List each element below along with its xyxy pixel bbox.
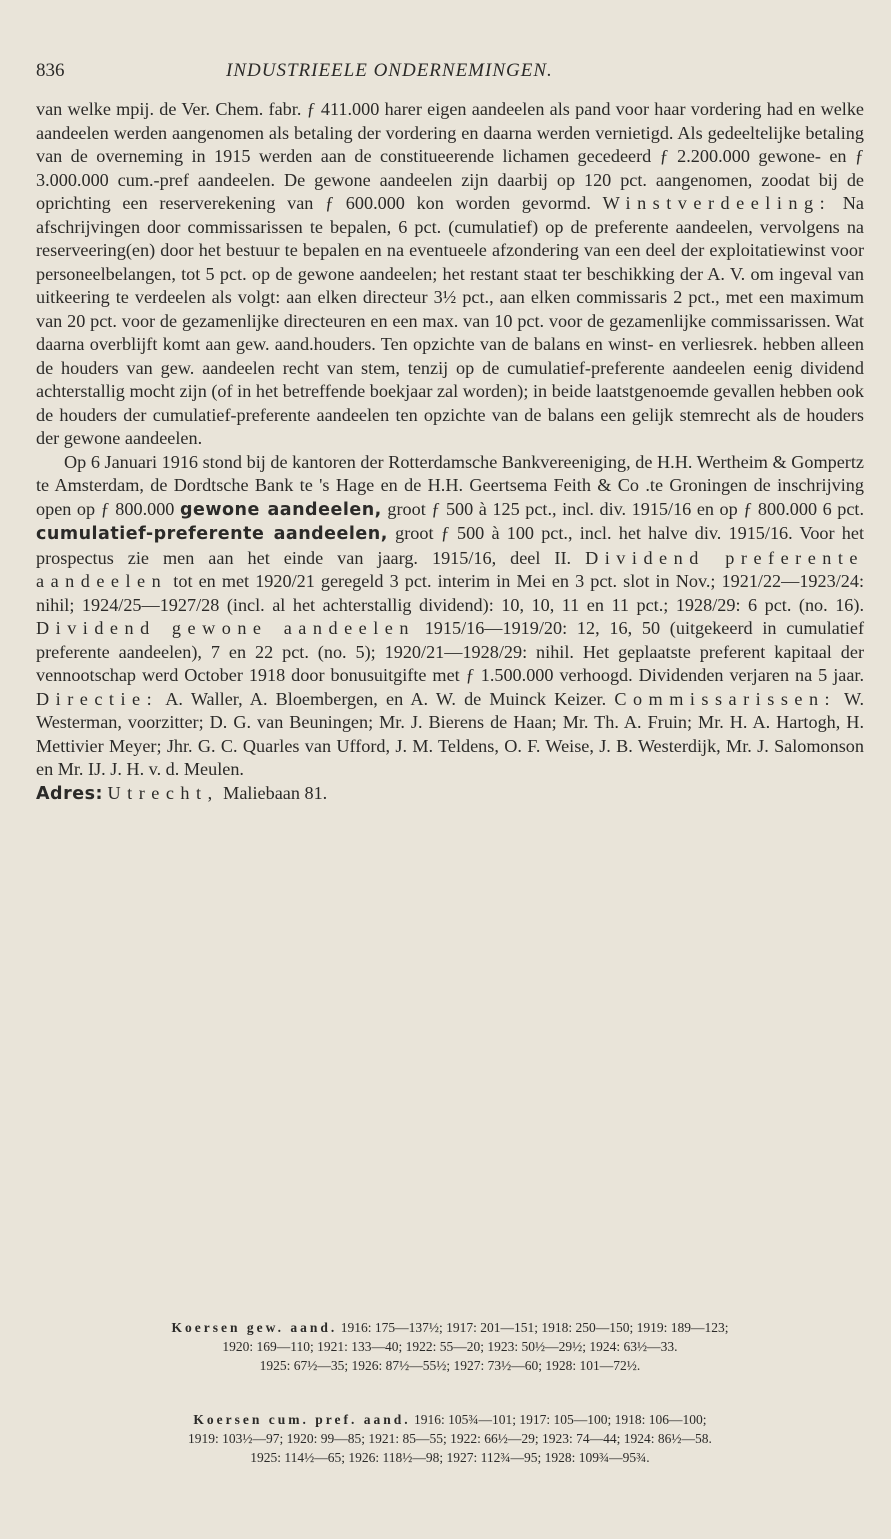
quotes-preferente [36, 1410, 864, 1467]
label-commissarissen: Commissarissen: [614, 688, 837, 709]
quotes-preferente-values2: 1919: 103½—97; 1920: 99—85; 1921: 85—55; 1922: 66½—29; 1923: 74—44; 1924: 86½—58. [188, 1431, 712, 1446]
body-text [36, 98, 864, 806]
text-dividend-preferente: tot en met 1920/21 geregeld 3 pct. interim in Mei en 3 pct. slot in Nov.; 1921/22—1923/24: nihil; 1924/25—1927/28 (incl. al het achterstallig dividend): 10, 10, 11 en 11 pct.; 1928/29: 6 pct. (no. 16). [36, 571, 865, 615]
label-directie: Directie: [36, 688, 159, 709]
quotes-preferente-values3: 1925: 114½—65; 1926: 118½—98; 1927: 112¾—95; 1928: 109¾—95¾. [250, 1450, 650, 1465]
adres-city: Utrecht, [107, 782, 219, 803]
quotes-gewone-values3: 1925: 67½—35; 1926: 87½—55½; 1927: 73½—60; 1928: 101—72½. [259, 1358, 641, 1373]
paragraph-issue-and-dividend [36, 451, 864, 807]
text-directie: A. Waller, A. Bloembergen, en A. W. de Muinck Keizer. [165, 688, 607, 709]
adres-street: Maliebaan 81. [223, 782, 328, 803]
quotes-gewone [36, 1318, 864, 1375]
label-cumulatief-preferente: cumulatief-preferente aandeelen, [36, 524, 388, 544]
label-dividend-gewone: Dividend gewone aandeelen [36, 618, 415, 638]
text-dividend-gewone: 1915/16—1919/20: 12, 16, 50 (uitgekeerd in cumulatief preferente aandeelen), 7 en 22 pct. (no. 5); 1920/21—1928/29: nihil. Het geplaatste preferent kapitaal der vennootschap werd October 1918 door bonusuitgifte met ƒ 1.500.000 verhoogd. Dividenden verjaren na 5 jaar. [36, 618, 864, 685]
text-gewone-terms: groot ƒ 500 à 125 pct., incl. div. 1915/16 en op ƒ 800.000 6 pct. [387, 498, 865, 519]
quotes-gewone-line1 [36, 1318, 864, 1337]
page-header [36, 60, 856, 86]
paragraph-winstverdeeling [36, 98, 864, 451]
label-gewone-aandeelen: gewone aandeelen, [179, 499, 382, 520]
quotes-preferente-values1: 1916: 105¾—101; 1917: 105—100; 1918: 106—100; [414, 1412, 707, 1427]
text-prospectus: groot ƒ 500 à 100 pct., incl. het halve div. 1915/16. Voor het prospectus zie men aan het einde van jaarg. 1915/16, deel II. [36, 523, 865, 568]
label-winstverdeeling: Winstverdeeling: [602, 193, 832, 213]
text-issue-intro: Op 6 Januari 1916 stond bij de kantoren der Rotterdamsche Bankvereeniging, de H.H. Wertheim & Gompertz te Amsterdam, de Dordtsche Bank te 's Hage en de H.H. Geertsema Feith & Co .te Groningen de inschrijving open op ƒ 800.000 [36, 451, 864, 519]
quotes-gewone-values1: 1916: 175—137½; 1917: 201—151; 1918: 250—150; 1919: 189—123; [340, 1320, 729, 1335]
running-title: INDUSTRIEELE ONDERNEMINGEN. [226, 60, 553, 81]
text-profit-distribution: Na afschrijvingen door commissarissen te bepalen, 6 pct. (cumulatief) op de preferente aandeelen, vervolgens na reserveering(en) door het bestuur te bepalen en na eventueele afzondering van een deel der exploitatiewinst voor personeelbelangen, tot 5 pct. op de gewone aandeelen; het restant staat ter beschikking der A. V. om ingeval van uitkeering te verdeelen als volgt: aan elken directeur 3½ pct., aan elken commissaris 2 pct., met een maximum van 20 pct. voor de gezamenlijke directeuren en een max. van 10 pct. voor de gezamenlijke commissarissen. Wat daarna overblijft komt aan gew. aand.houders. Ten opzichte van de balans en winst- en verliesrek. hebben alleen de houders van gew. aandeelen recht van stem, tenzij op de cumulatief-preferente aandeelen eenig dividend achterstallig mocht zijn (of in het betreffende boekjaar zal worden); in beide laatstgenoemde gevallen hebben ook de houders der cumulatief-preferente aandeelen ten opzichte van de balans een gelijk stemrecht als de houders der gewone aandeelen. [36, 193, 865, 448]
page-number: 836 [36, 60, 65, 81]
quotes-preferente-label: Koersen cum. pref. aand. [193, 1412, 411, 1427]
label-dividend-preferente: Dividend preferente aandeelen [36, 547, 864, 591]
quotes-gewone-label: Koersen gew. aand. [171, 1320, 338, 1335]
quotes-preferente-line1 [36, 1410, 864, 1429]
text-capital-history: van welke mpij. de Ver. Chem. fabr. ƒ 411.000 harer eigen aandeelen als pand voor haar vordering had en welke aandeelen werden aangenomen als betaling der vordering en daarna werden vernietigd. Als gedeeltelijke betaling van de overneming in 1915 werden aan de constitueerende lichamen gecedeerd ƒ 2.200.000 gewone- en ƒ 3.000.000 cum.-pref aandeelen. De gewone aandeelen zijn daarbij op 120 pct. aangenomen, zoodat bij de oprichting een reserverekening van ƒ 600.000 kon worden gevormd. [36, 99, 864, 213]
text-commissarissen: W. Westerman, voorzitter; D. G. van Beuningen; Mr. J. Bierens de Haan; Mr. Th. A. Fruin; Mr. H. A. Hartogh, H. Mettivier Meyer; Jhr. G. C. Quarles van Ufford, J. M. Teldens, O. F. Weise, J. B. Westerdijk, Mr. J. Salomonson en Mr. IJ. J. H. v. d. Meulen. [36, 688, 865, 779]
quotes-gewone-values2: 1920: 169—110; 1921: 133—40; 1922: 55—20; 1923: 50½—29½; 1924: 63½—33. [222, 1339, 678, 1354]
label-adres: Adres: [36, 783, 103, 804]
